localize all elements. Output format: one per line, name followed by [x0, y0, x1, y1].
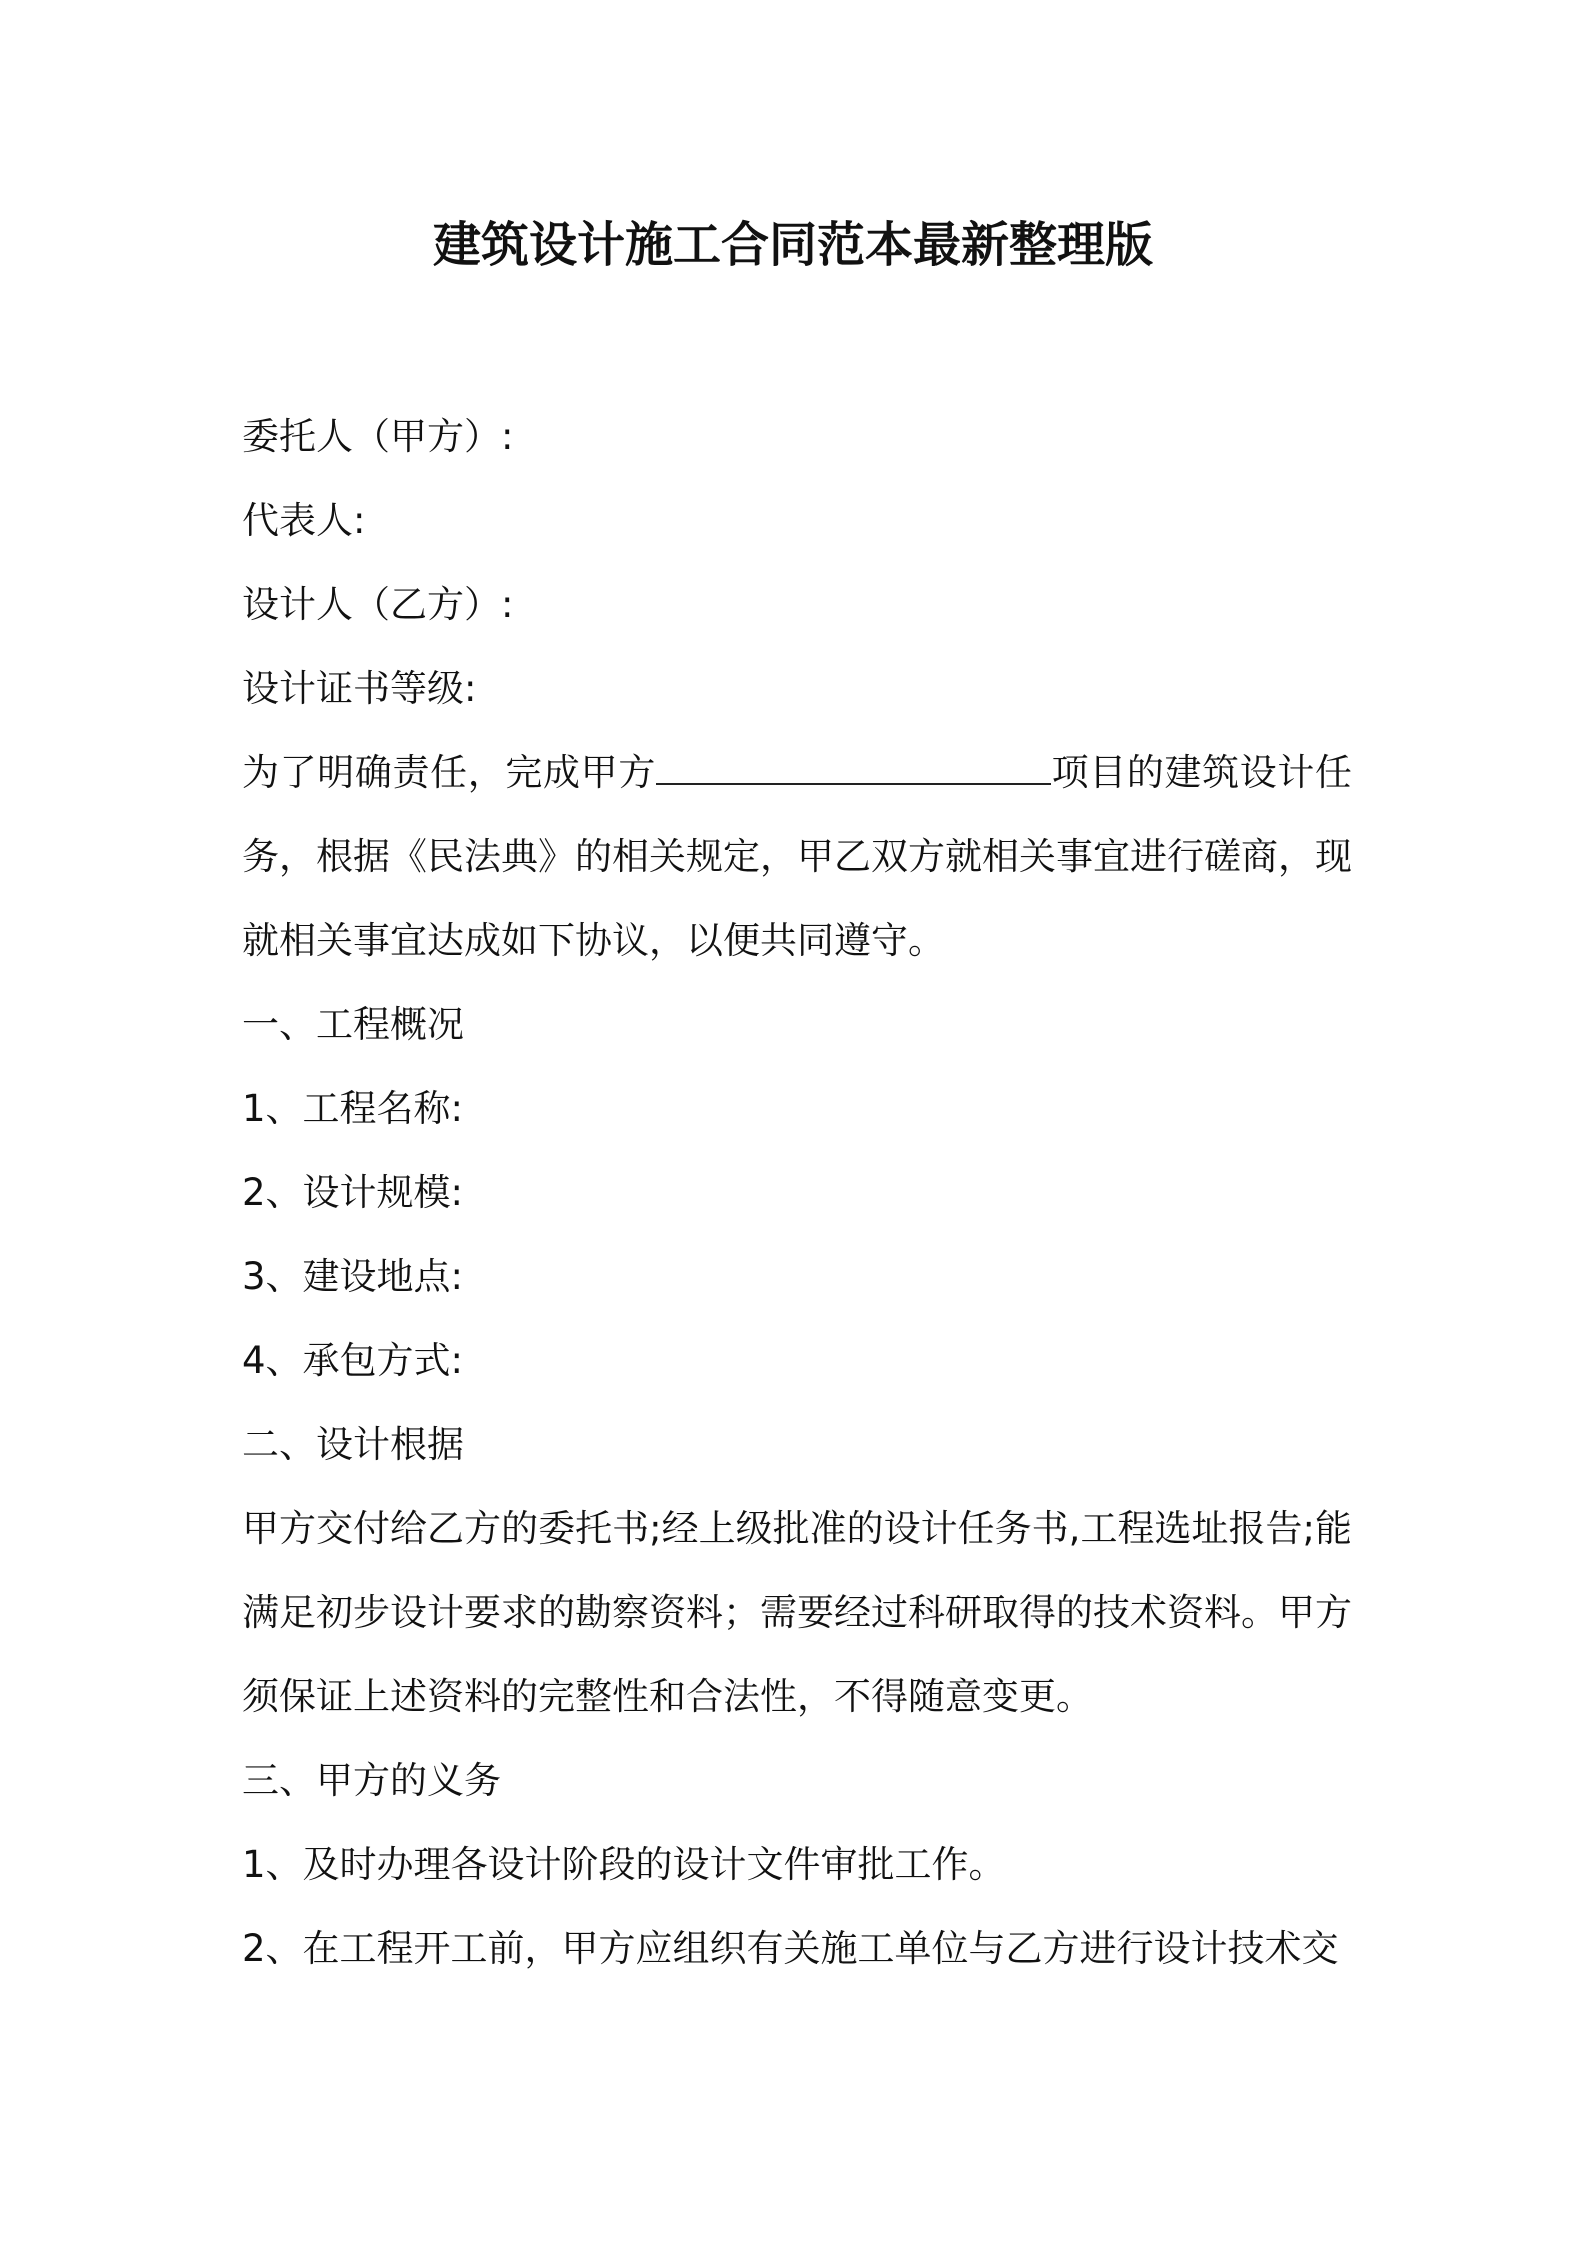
section-2-heading: 二、设计根据 — [242, 1423, 464, 1466]
project-name-blank — [656, 753, 1051, 785]
document-title: 建筑设计施工合同范本最新整理版 — [432, 217, 1153, 273]
designer-label: 设计人（乙方）: — [242, 583, 514, 626]
intro-paragraph — [242, 731, 1352, 983]
section-3-item: 2、在工程开工前，甲方应组织有关施工单位与乙方进行设计技术交 — [242, 1927, 1339, 1970]
client-label: 委托人（甲方）: — [242, 415, 514, 458]
section-1-heading: 一、工程概况 — [242, 1003, 464, 1046]
intro-text-before: 为了明确责任，完成甲方 — [242, 751, 656, 794]
section-1-item: 1、工程名称: — [242, 1087, 464, 1130]
section-1-item: 2、设计规模: — [242, 1171, 464, 1214]
section-1-item: 3、建设地点: — [242, 1255, 464, 1298]
section-3-item: 1、及时办理各设计阶段的设计文件审批工作。 — [242, 1843, 1006, 1886]
section-1-item: 4、承包方式: — [242, 1339, 464, 1382]
representative-label: 代表人: — [242, 499, 366, 542]
certificate-label: 设计证书等级: — [242, 667, 477, 710]
intro-text-after: 项目的建筑设计任务，根据《民法典》的相关规定，甲乙双方就相关事宜进行磋商，现就相关事宜达成如下协议，以便共同遵守。 — [242, 751, 1353, 962]
section-3-heading: 三、甲方的义务 — [242, 1759, 501, 1802]
section-2-paragraph: 甲方交付给乙方的委托书;经上级批准的设计任务书,工程选址报告;能满足初步设计要求的勘察资料；需要经过科研取得的技术资料。甲方须保证上述资料的完整性和合法性，不得随意变更。 — [242, 1507, 1352, 1718]
